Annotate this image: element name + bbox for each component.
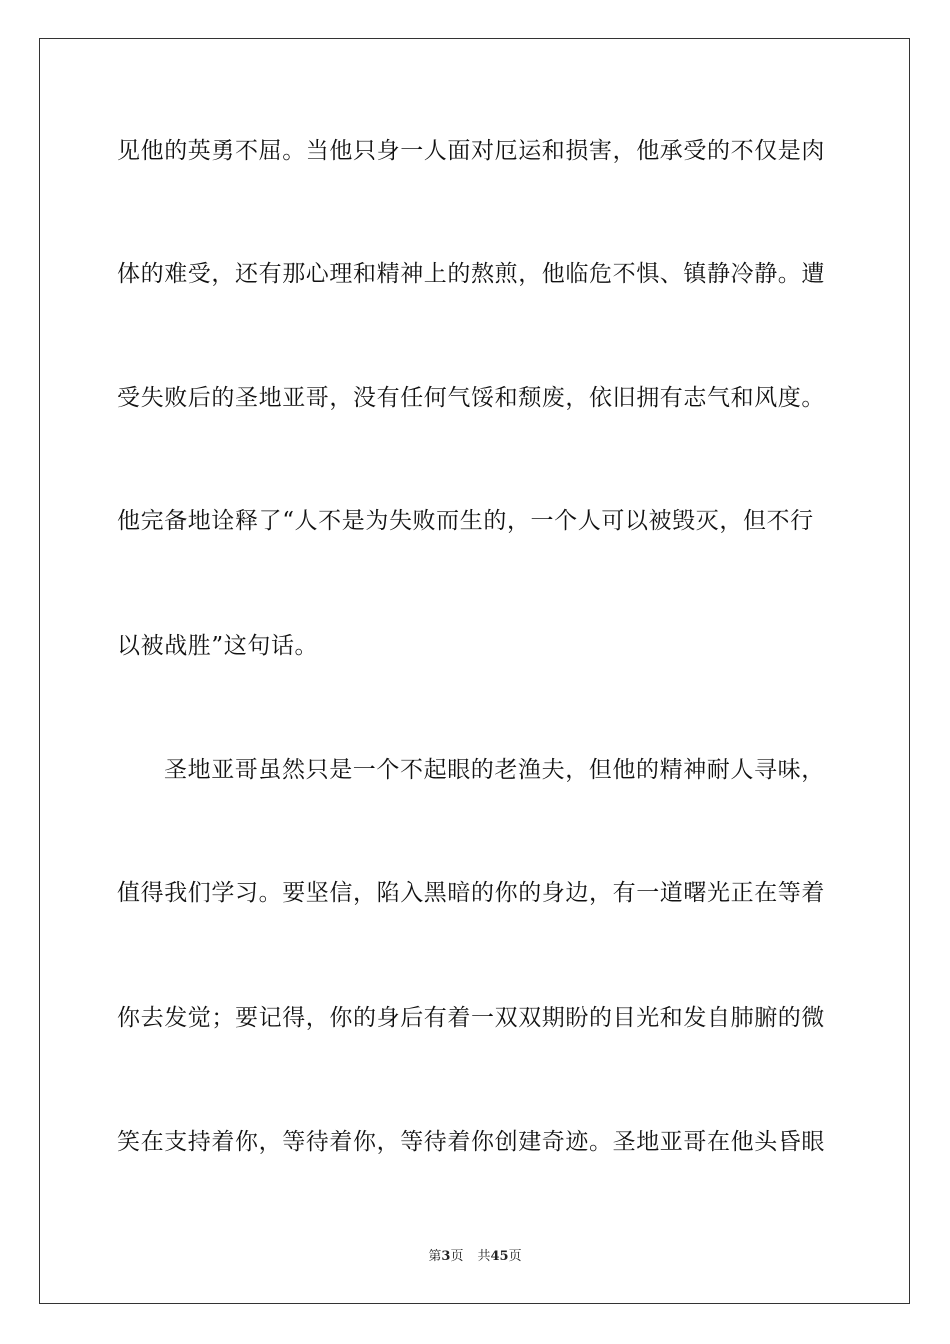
page-prefix: 第 — [428, 1249, 442, 1264]
text-line-5: 以被战胜”这句话。 — [117, 633, 319, 659]
text-line-2: 体的难受，还有那心理和精神上的熬煎，他临危不惧、镇静冷静。遭 — [117, 261, 825, 287]
text-line-9: 笑在支持着你，等待着你，等待着你创建奇迹。圣地亚哥在他头昏眼 — [117, 1129, 825, 1155]
total-suffix: 页 — [508, 1249, 522, 1264]
page-suffix: 页 — [450, 1249, 464, 1264]
text-line-3: 受失败后的圣地亚哥，没有任何气馁和颓废，依旧拥有志气和风度。 — [117, 385, 825, 411]
text-line-8: 你去发觉；要记得，你的身后有着一双双期盼的目光和发自肺腑的微 — [117, 1005, 825, 1031]
text-line-1: 见他的英勇不屈。当他只身一人面对厄运和损害，他承受的不仅是肉 — [117, 138, 825, 164]
text-line-4: 他完备地诠释了“人不是为失败而生的，一个人可以被毁灭，但不行 — [117, 508, 814, 534]
total-prefix: 共 — [477, 1249, 491, 1264]
total-pages: 45 — [490, 1249, 509, 1264]
page-footer — [0, 1248, 950, 1266]
page-border — [39, 38, 910, 1304]
page-number: 3 — [441, 1249, 451, 1264]
text-line-6: 圣地亚哥虽然只是一个不起眼的老渔夫，但他的精神耐人寻味， — [164, 757, 825, 783]
text-line-7: 值得我们学习。要坚信，陷入黑暗的你的身边，有一道曙光正在等着 — [117, 880, 825, 906]
